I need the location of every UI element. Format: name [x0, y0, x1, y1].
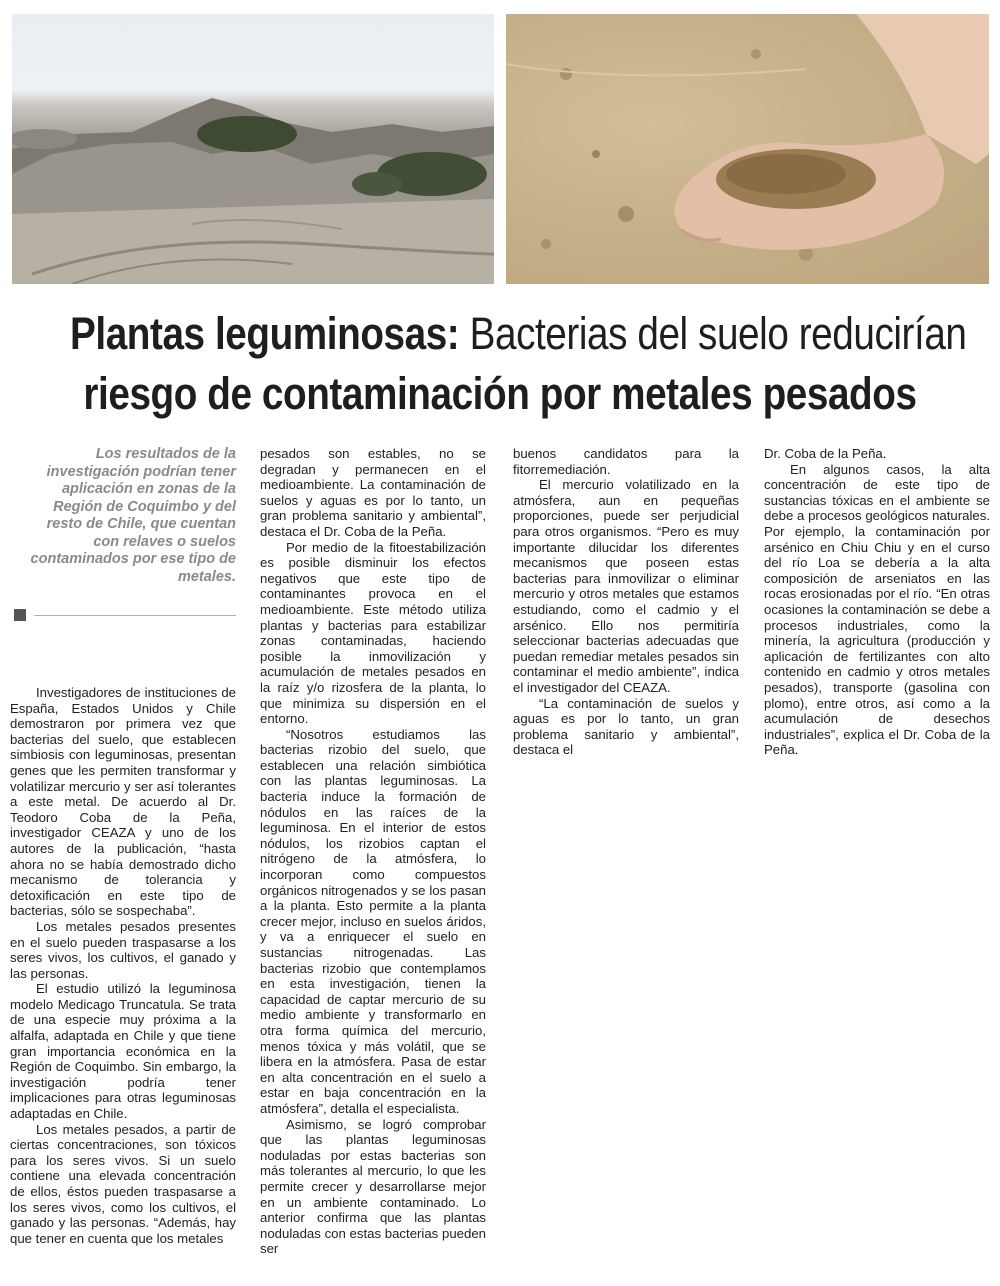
paragraph: Asimismo, se logró comprobar que las plantas leguminosas noduladas por estas bacterias son más tolerantes al mercurio, lo que les permite crecer y desarrollarse mejor en un ambiente contaminado. Lo anterior confirma que las plantas noduladas con estas bacterias pueden ser: [260, 1116, 486, 1257]
headline-line-1: [70, 308, 967, 360]
headline-bold-part: Plantas leguminosas:: [70, 308, 460, 359]
paragraph: Los metales pesados, a partir de ciertas concentraciones, son tóxicos para los seres vivos. Si un suelo contiene una elevada concentración de ellos, éstos pueden traspasarse a los seres vivos, como los cultivos, el ganado y las personas. “Además, hay que tener en cuenta que los metales: [10, 1121, 236, 1246]
paragraph: “La contaminación de suelos y aguas es por lo tanto, un gran problema sanitario y ambiental”, destaca el: [513, 695, 739, 758]
column-1: [10, 685, 236, 1246]
paragraph: El mercurio volatilizado en la atmósfera, aun en pequeñas proporciones, puede ser perjudicial para otros organismos. “Pero es muy importante dilucidar los diferentes mecanismos que poseen estas bacterias para inmovilizar o eliminar mercurio y otros metales que estamos estudiando, como el cadmio y el arsénico. Ello nos permitiría seleccionar bacterias adecuadas que puedan remediar metales pesados sin contaminar el medio ambiente”, indica el investigador del CEAZA.: [513, 477, 739, 695]
divider-line: [34, 615, 236, 616]
paragraph: buenos candidatos para la fitorremediación.: [513, 446, 739, 477]
paragraph: El estudio utilizó la leguminosa modelo Medicago Truncatula. Se trata de una especie muy próxima a la alfalfa, adaptada en Chile y que tiene gran importancia económica en la Región de Coquimbo. Sin embargo, la investigación podría tener implicaciones para otras leguminosas adaptadas en Chile.: [10, 981, 236, 1122]
column-2: [260, 446, 486, 1257]
paragraph: Investigadores de instituciones de España, Estados Unidos y Chile demostraron por primera vez que bacterias del suelo, que establecen simbiosis con leguminosas, presentan genes que les permiten transformar y volatilizar mercurio y ser así tolerantes a este metal. De acuerdo al Dr. Teodoro Coba de la Peña, investigador CEAZA y uno de los autores de la publicación, “hasta ahora no se había demostrado dicho mecanismo de tolerancia y detoxificación en este tipo de bacterias, sólo se sospechaba”.: [10, 685, 236, 919]
paragraph: “Nosotros estudiamos las bacterias rizobio del suelo, que establecen una relación simbiótica con las plantas leguminosas. La bacteria induce la formación de nódulos en las raíces de la leguminosa. En el interior de estos nódulos, los rizobios captan el nitrógeno de la atmósfera, lo incorporan como compuestos orgánicos nitrogenados y se los pasan a la planta. Esto permite a la planta crecer mejor, incluso en suelos áridos, y va a enriquecer el suelo en sustancias nitrogenadas. Las bacterias rizobio que contemplamos en esta investigación, tienen la capacidad de captar mercurio de su medio ambiente y transformarlo en otra forma química del mercurio, menos tóxica y más volátil, que se libera en la atmósfera. Pasa de estar en alta concentración en el suelo a estar en baja concentración en la atmósfera”, detalla el especialista.: [260, 726, 486, 1116]
headline-regular-part: Bacterias del suelo reducirían: [459, 308, 967, 359]
lead-paragraph: Los resultados de la investigación podrían tener aplicación en zonas de la Región de Coquimbo y del resto de Chile, que cuentan con relaves o suelos contaminados por ese tipo de metales.: [30, 446, 236, 585]
hand-soil-photo: [506, 14, 989, 284]
column-4: [764, 446, 990, 758]
paragraph: Dr. Coba de la Peña.: [764, 446, 887, 461]
landscape-photo-icon: [12, 14, 494, 284]
divider-square-icon: [14, 609, 26, 621]
landscape-photo: [12, 14, 494, 284]
paragraph: pesados son estables, no se degradan y permanecen en el medioambiente. La contaminación de suelos y aguas es por lo tanto, un gran problema sanitario y ambiental”, destaca el Dr. Coba de la Peña.: [260, 446, 486, 539]
hand-soil-photo-icon: [506, 14, 989, 284]
paragraph: Por medio de la fitoestabilización es posible disminuir los efectos negativos que este tipo de contaminantes provoca en el medioambiente. Este método utiliza plantas y bacterias para estabilizar zonas contaminadas, haciendo posible la inmovilización y acumulación de metales pesados en la raíz y/o rizosfera de la planta, lo que minimiza su dispersión en el entorno.: [260, 539, 486, 727]
paragraph: Los metales pesados presentes en el suelo pueden traspasarse a los seres vivos, los cultivos, el ganado y las personas.: [10, 918, 236, 981]
lead-divider: [14, 609, 236, 621]
headline-line-2: riesgo de contaminación por metales pesados: [83, 368, 917, 419]
column-3: [513, 446, 739, 758]
paragraph: En algunos casos, la alta concentración de este tipo de sustancias tóxicas en el ambiente se debe a procesos geológicos naturales. Por ejemplo, la contaminación por arsénico en Chiu Chiu y en el curso del río Loa se debería a la alta composición de arseniatos en las rocas erosionadas por el río. “En otras ocasiones la contaminación se debe a procesos industriales, como la minería, la agricultura (producción y aplicación de fertilizantes con alto contenido en cadmio y otros metales pesados), transporte (gasolina con plomo), entre otros, así como a la acumulación de desechos industriales”, explica el Dr. Coba de la Peña.: [764, 461, 990, 758]
